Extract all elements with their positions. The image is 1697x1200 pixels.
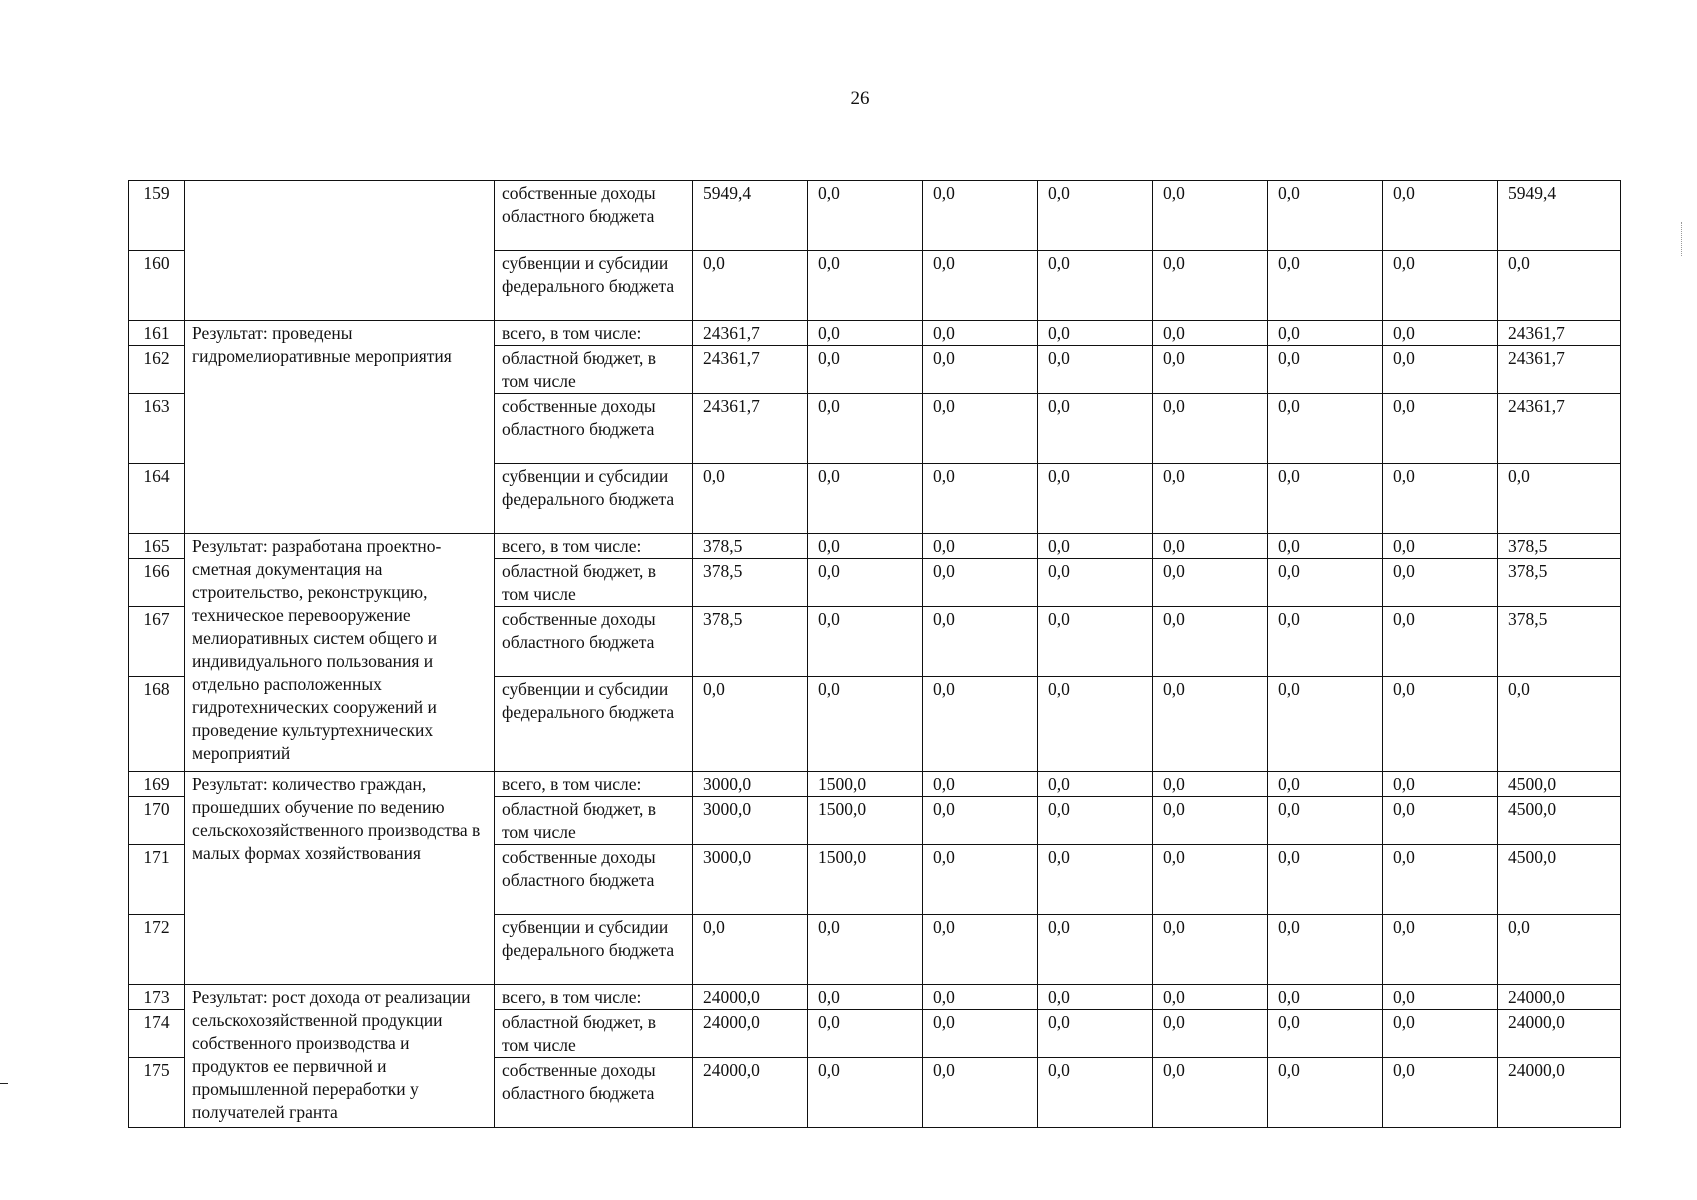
year-value: 0,0: [1268, 1058, 1383, 1128]
year-value: 0,0: [923, 534, 1038, 559]
total-value: 0,0: [1498, 677, 1621, 772]
total-value: 24361,7: [1498, 321, 1621, 346]
year-value: 0,0: [808, 985, 923, 1010]
total-value: 378,5: [1498, 534, 1621, 559]
total-value: 4500,0: [1498, 845, 1621, 915]
funding-source: областной бюджет, в том числе: [495, 559, 693, 607]
year-value: 0,0: [1038, 607, 1153, 677]
year-value: 0,0: [1383, 985, 1498, 1010]
funding-source: субвенции и субсидии федерального бюджета: [495, 464, 693, 534]
year-value: 1500,0: [808, 772, 923, 797]
year-value: 24361,7: [693, 346, 808, 394]
year-value: 24000,0: [693, 985, 808, 1010]
table-row: [129, 985, 1621, 1010]
year-value: 0,0: [1153, 346, 1268, 394]
year-value: 0,0: [1038, 985, 1153, 1010]
year-value: 1500,0: [808, 845, 923, 915]
year-value: 0,0: [1268, 772, 1383, 797]
result-description: Результат: проведены гидромелиоративные мероприятия: [185, 321, 495, 534]
year-value: 0,0: [1153, 534, 1268, 559]
row-number: 171: [129, 845, 185, 915]
year-value: 0,0: [1153, 464, 1268, 534]
year-value: 0,0: [1153, 181, 1268, 251]
funding-source: собственные доходы областного бюджета: [495, 1058, 693, 1128]
year-value: 0,0: [808, 394, 923, 464]
year-value: 0,0: [1038, 464, 1153, 534]
year-value: 0,0: [1383, 797, 1498, 845]
year-value: 0,0: [1038, 251, 1153, 321]
year-value: 5949,4: [693, 181, 808, 251]
year-value: 0,0: [808, 1010, 923, 1058]
year-value: 0,0: [1038, 797, 1153, 845]
year-value: 0,0: [1268, 845, 1383, 915]
year-value: 0,0: [1383, 534, 1498, 559]
year-value: 0,0: [1383, 321, 1498, 346]
year-value: 0,0: [923, 845, 1038, 915]
year-value: 0,0: [1153, 915, 1268, 985]
year-value: 24361,7: [693, 321, 808, 346]
year-value: 0,0: [808, 915, 923, 985]
result-description: Результат: разработана проектно-сметная документация на строительство, реконструкцию, техническое перевооружение мелиоративных систем общего и индивидуального пользования и отдельно расположенных гидротехнических сооружений и проведение культуртехнических мероприятий: [185, 534, 495, 772]
year-value: 0,0: [1383, 845, 1498, 915]
funding-source: собственные доходы областного бюджета: [495, 607, 693, 677]
year-value: 0,0: [1153, 251, 1268, 321]
year-value: 0,0: [1268, 534, 1383, 559]
total-value: 378,5: [1498, 559, 1621, 607]
year-value: 0,0: [1268, 797, 1383, 845]
total-value: 0,0: [1498, 915, 1621, 985]
year-value: 0,0: [923, 346, 1038, 394]
year-value: 0,0: [1038, 677, 1153, 772]
year-value: 3000,0: [693, 797, 808, 845]
year-value: 0,0: [693, 251, 808, 321]
funding-source: собственные доходы областного бюджета: [495, 394, 693, 464]
year-value: 0,0: [1268, 346, 1383, 394]
year-value: 0,0: [1383, 346, 1498, 394]
year-value: 0,0: [1268, 181, 1383, 251]
total-value: 24000,0: [1498, 1058, 1621, 1128]
year-value: 0,0: [923, 181, 1038, 251]
year-value: 0,0: [1383, 1058, 1498, 1128]
year-value: 0,0: [1383, 181, 1498, 251]
year-value: 0,0: [1268, 321, 1383, 346]
year-value: 24000,0: [693, 1058, 808, 1128]
year-value: 0,0: [1268, 394, 1383, 464]
year-value: 0,0: [923, 464, 1038, 534]
year-value: 0,0: [1383, 559, 1498, 607]
year-value: 0,0: [808, 321, 923, 346]
funding-source: областной бюджет, в том числе: [495, 1010, 693, 1058]
year-value: 0,0: [1153, 559, 1268, 607]
row-number: 172: [129, 915, 185, 985]
year-value: 0,0: [1153, 985, 1268, 1010]
total-value: 5949,4: [1498, 181, 1621, 251]
result-cell-continued: [185, 181, 495, 321]
year-value: 0,0: [923, 394, 1038, 464]
year-value: 0,0: [1383, 1010, 1498, 1058]
table-row: [129, 181, 1621, 251]
year-value: 0,0: [1268, 559, 1383, 607]
year-value: 0,0: [1153, 394, 1268, 464]
year-value: 0,0: [1383, 677, 1498, 772]
year-value: 0,0: [693, 915, 808, 985]
year-value: 0,0: [1153, 607, 1268, 677]
funding-source: областной бюджет, в том числе: [495, 797, 693, 845]
result-description: Результат: рост дохода от реализации сельскохозяйственной продукции собственного производства и продуктов ее первичной и промышленной переработки у получателей гранта: [185, 985, 495, 1128]
row-number: 169: [129, 772, 185, 797]
budget-table: [128, 180, 1621, 1128]
year-value: 378,5: [693, 607, 808, 677]
year-value: 0,0: [923, 772, 1038, 797]
funding-source: субвенции и субсидии федерального бюджета: [495, 251, 693, 321]
year-value: 0,0: [1383, 915, 1498, 985]
year-value: 0,0: [1153, 772, 1268, 797]
year-value: 0,0: [1268, 677, 1383, 772]
edge-mark: [1681, 222, 1683, 256]
row-number: 163: [129, 394, 185, 464]
year-value: 0,0: [693, 677, 808, 772]
year-value: 0,0: [808, 534, 923, 559]
year-value: 0,0: [1268, 464, 1383, 534]
funding-source: субвенции и субсидии федерального бюджета: [495, 677, 693, 772]
row-number: 175: [129, 1058, 185, 1128]
year-value: 0,0: [808, 181, 923, 251]
total-value: 0,0: [1498, 464, 1621, 534]
year-value: 0,0: [1153, 1010, 1268, 1058]
total-value: 4500,0: [1498, 772, 1621, 797]
margin-mark: [0, 1083, 8, 1084]
table-row: [129, 321, 1621, 346]
year-value: 0,0: [1038, 346, 1153, 394]
funding-source: всего, в том числе:: [495, 985, 693, 1010]
row-number: 168: [129, 677, 185, 772]
year-value: 0,0: [1153, 321, 1268, 346]
year-value: 0,0: [1383, 772, 1498, 797]
year-value: 0,0: [923, 1010, 1038, 1058]
year-value: 0,0: [1268, 1010, 1383, 1058]
year-value: 0,0: [1268, 251, 1383, 321]
row-number: 167: [129, 607, 185, 677]
year-value: 0,0: [1383, 394, 1498, 464]
year-value: 0,0: [1038, 845, 1153, 915]
row-number: 164: [129, 464, 185, 534]
row-number: 166: [129, 559, 185, 607]
table-body: [129, 181, 1621, 1128]
year-value: 0,0: [1038, 559, 1153, 607]
year-value: 0,0: [923, 251, 1038, 321]
year-value: 3000,0: [693, 772, 808, 797]
total-value: 378,5: [1498, 607, 1621, 677]
year-value: 0,0: [1038, 321, 1153, 346]
row-number: 165: [129, 534, 185, 559]
year-value: 0,0: [1038, 1058, 1153, 1128]
year-value: 0,0: [1268, 985, 1383, 1010]
year-value: 0,0: [923, 797, 1038, 845]
year-value: 3000,0: [693, 845, 808, 915]
total-value: 24000,0: [1498, 1010, 1621, 1058]
funding-source: областной бюджет, в том числе: [495, 346, 693, 394]
year-value: 0,0: [923, 915, 1038, 985]
funding-source: субвенции и субсидии федерального бюджета: [495, 915, 693, 985]
total-value: 24000,0: [1498, 985, 1621, 1010]
year-value: 0,0: [1153, 845, 1268, 915]
year-value: 378,5: [693, 559, 808, 607]
row-number: 174: [129, 1010, 185, 1058]
page-number: 26: [850, 88, 870, 109]
year-value: 0,0: [1038, 534, 1153, 559]
row-number: 170: [129, 797, 185, 845]
year-value: 0,0: [1383, 251, 1498, 321]
year-value: 0,0: [808, 559, 923, 607]
funding-source: всего, в том числе:: [495, 534, 693, 559]
year-value: 0,0: [1038, 772, 1153, 797]
row-number: 160: [129, 251, 185, 321]
year-value: 0,0: [693, 464, 808, 534]
year-value: 0,0: [808, 607, 923, 677]
total-value: 24361,7: [1498, 346, 1621, 394]
year-value: 0,0: [808, 1058, 923, 1128]
year-value: 0,0: [1383, 607, 1498, 677]
funding-source: собственные доходы областного бюджета: [495, 845, 693, 915]
year-value: 378,5: [693, 534, 808, 559]
year-value: 0,0: [923, 985, 1038, 1010]
year-value: 0,0: [1153, 677, 1268, 772]
year-value: 0,0: [923, 607, 1038, 677]
row-number: 173: [129, 985, 185, 1010]
year-value: 24000,0: [693, 1010, 808, 1058]
year-value: 24361,7: [693, 394, 808, 464]
year-value: 1500,0: [808, 797, 923, 845]
year-value: 0,0: [923, 677, 1038, 772]
row-number: 162: [129, 346, 185, 394]
year-value: 0,0: [1038, 1010, 1153, 1058]
total-value: 0,0: [1498, 251, 1621, 321]
funding-source: всего, в том числе:: [495, 772, 693, 797]
year-value: 0,0: [1268, 607, 1383, 677]
year-value: 0,0: [1038, 915, 1153, 985]
total-value: 24361,7: [1498, 394, 1621, 464]
row-number: 159: [129, 181, 185, 251]
year-value: 0,0: [1038, 181, 1153, 251]
year-value: 0,0: [1383, 464, 1498, 534]
year-value: 0,0: [1153, 1058, 1268, 1128]
year-value: 0,0: [923, 559, 1038, 607]
funding-source: всего, в том числе:: [495, 321, 693, 346]
year-value: 0,0: [1038, 394, 1153, 464]
total-value: 4500,0: [1498, 797, 1621, 845]
year-value: 0,0: [808, 346, 923, 394]
table-row: [129, 534, 1621, 559]
year-value: 0,0: [808, 464, 923, 534]
year-value: 0,0: [923, 1058, 1038, 1128]
table-row: [129, 772, 1621, 797]
funding-source: собственные доходы областного бюджета: [495, 181, 693, 251]
result-description: Результат: количество граждан, прошедших обучение по ведению сельскохозяйственного производства в малых формах хозяйствования: [185, 772, 495, 985]
year-value: 0,0: [808, 251, 923, 321]
row-number: 161: [129, 321, 185, 346]
year-value: 0,0: [808, 677, 923, 772]
year-value: 0,0: [1268, 915, 1383, 985]
year-value: 0,0: [1153, 797, 1268, 845]
year-value: 0,0: [923, 321, 1038, 346]
